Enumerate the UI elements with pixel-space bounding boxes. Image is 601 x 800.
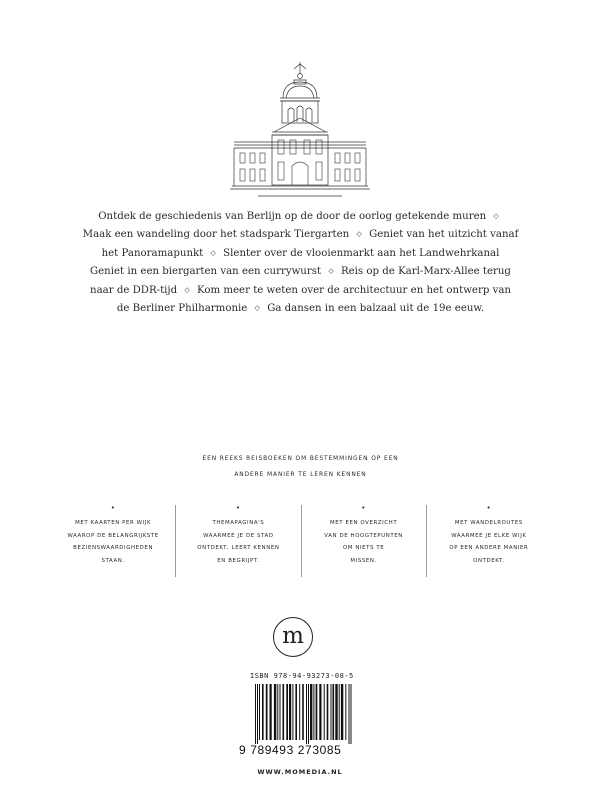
bullet-icon: • xyxy=(361,504,366,512)
feature-line: BEZIENSWAARDIGHEDEN xyxy=(73,545,154,552)
barcode-bar xyxy=(341,684,343,740)
bullet-icon: • xyxy=(486,504,492,512)
blurb-item: het Panoramapunkt xyxy=(101,247,204,259)
feature-line: WAAROP DE BELANGRIJKSTE xyxy=(67,532,159,539)
blurb-line-5 xyxy=(80,282,521,300)
barcode-bar xyxy=(302,684,304,740)
diamond-separator-icon: ◇ xyxy=(493,212,499,220)
barcode-number: 9 789493 273085 xyxy=(239,743,342,757)
blurb-line-2 xyxy=(80,226,521,244)
blurb-item: Geniet van het uitzicht vanaf xyxy=(369,229,519,241)
feature-line: OP EEN ANDERE MANIER xyxy=(449,545,529,552)
blurb-item: Ontdek de geschiedenis van Berlijn op de door de oorlog getekende muren xyxy=(98,211,487,222)
barcode-bar xyxy=(277,684,278,740)
barcode-bar xyxy=(324,684,325,740)
barcode-bar xyxy=(270,684,272,740)
blurb-item: Kom meer te weten over de architectuur en het ontwerp van xyxy=(197,284,511,296)
barcode-bar xyxy=(266,684,268,740)
barcode-bar xyxy=(349,684,350,744)
diamond-separator-icon: ◇ xyxy=(356,230,362,239)
barcode-bar xyxy=(262,684,264,740)
barcode-bar xyxy=(327,684,329,740)
feature-line: WAARMEE JE DE STAD xyxy=(203,532,274,539)
blurb-line-3 xyxy=(80,245,521,263)
feature-line: VAN DE HOOGTEPUNTEN xyxy=(324,532,403,539)
bullet-icon: • xyxy=(110,504,116,512)
feature-line: THEMAPAGINA'S xyxy=(212,520,265,526)
blurb-item: Geniet in een biergarten van een currywurst xyxy=(90,266,322,278)
feature-line: MISSEN. xyxy=(350,557,377,564)
barcode-bar xyxy=(310,684,312,740)
diamond-separator-icon: ◇ xyxy=(254,304,260,313)
diamond-separator-icon: ◇ xyxy=(328,267,334,276)
barcode-bar xyxy=(292,684,293,740)
feature-line: ONTDEKT, LEERT KENNEN xyxy=(197,545,280,552)
barcode-bar xyxy=(333,684,335,740)
barcode-bar xyxy=(316,684,318,740)
feature-highlights xyxy=(301,505,426,577)
barcode-bar xyxy=(295,684,297,740)
barcode-bar xyxy=(274,684,276,740)
feature-maps xyxy=(51,505,175,577)
palace-illustration-icon xyxy=(228,62,372,202)
feature-theme-pages xyxy=(175,505,300,577)
barcode-bar xyxy=(280,684,281,740)
feature-line: MET EEN OVERZICHT xyxy=(330,520,398,526)
barcode-bar xyxy=(283,684,285,740)
series-tagline-line-2: ANDERE MANIER TE LEREN KENNEN xyxy=(234,472,367,478)
momedia-logo-icon xyxy=(273,617,313,657)
blurb-item: Slenter over de vlooienmarkt aan het Landwehrkanal xyxy=(223,247,500,259)
feature-line: WAARMEE JE ELKE WIJK xyxy=(451,532,527,539)
blurb-line-6 xyxy=(80,300,521,318)
blurb-text xyxy=(80,208,521,318)
barcode-bar xyxy=(335,684,337,740)
blurb-item: Maak een wandeling door het stadspark Tiergarten xyxy=(82,229,350,241)
diamond-separator-icon: ◇ xyxy=(184,285,190,294)
barcode-bar xyxy=(319,684,321,740)
diamond-separator-icon: ◇ xyxy=(210,248,216,257)
feature-walking-routes xyxy=(426,505,551,577)
logo-letter: m xyxy=(282,623,304,649)
blurb-item: Ga dansen in een balzaal uit de 19e eeuw. xyxy=(267,303,485,315)
feature-line: MET KAARTEN PER WIJK xyxy=(75,520,152,526)
barcode-bar xyxy=(259,684,260,740)
blurb-line-4 xyxy=(80,263,521,281)
bullet-icon: • xyxy=(236,504,241,512)
blurb-item: Reis op de Karl-Marx-Allee terug xyxy=(340,266,511,278)
feature-line: STAAN. xyxy=(101,557,125,564)
barcode-bar xyxy=(257,684,258,744)
feature-columns xyxy=(51,505,551,577)
barcode-bar xyxy=(331,684,332,740)
isbn-label: ISBN 978-94-93273-08-5 xyxy=(250,672,354,680)
barcode-bar xyxy=(255,684,256,744)
feature-line: OM NIETS TE xyxy=(342,545,385,552)
feature-line: MET WANDELROUTES xyxy=(454,520,523,526)
barcode-bar xyxy=(299,684,300,740)
barcode-bar xyxy=(306,684,307,744)
blurb-line-1 xyxy=(80,208,521,226)
barcode-bar xyxy=(351,684,352,744)
barcode-bar xyxy=(313,684,314,740)
barcode-bar xyxy=(289,684,291,740)
barcode-bar xyxy=(308,684,309,744)
barcode-bar xyxy=(339,684,340,740)
blurb-item: de Berliner Philharmonie xyxy=(116,303,248,315)
feature-line: EN BEGRIJPT. xyxy=(217,557,260,564)
series-tagline-line-1: EEN REEKS REISBOEKEN OM BESTEMMINGEN OP EEN xyxy=(202,456,399,462)
barcode-bar xyxy=(286,684,288,740)
website-url: WWW.MOMEDIA.NL xyxy=(257,768,343,776)
barcode-bar xyxy=(345,684,346,740)
feature-line: ONTDEKT. xyxy=(473,557,505,564)
blurb-item: naar de DDR-tijd xyxy=(90,284,178,296)
series-tagline xyxy=(150,451,451,483)
barcode-icon xyxy=(254,684,366,744)
